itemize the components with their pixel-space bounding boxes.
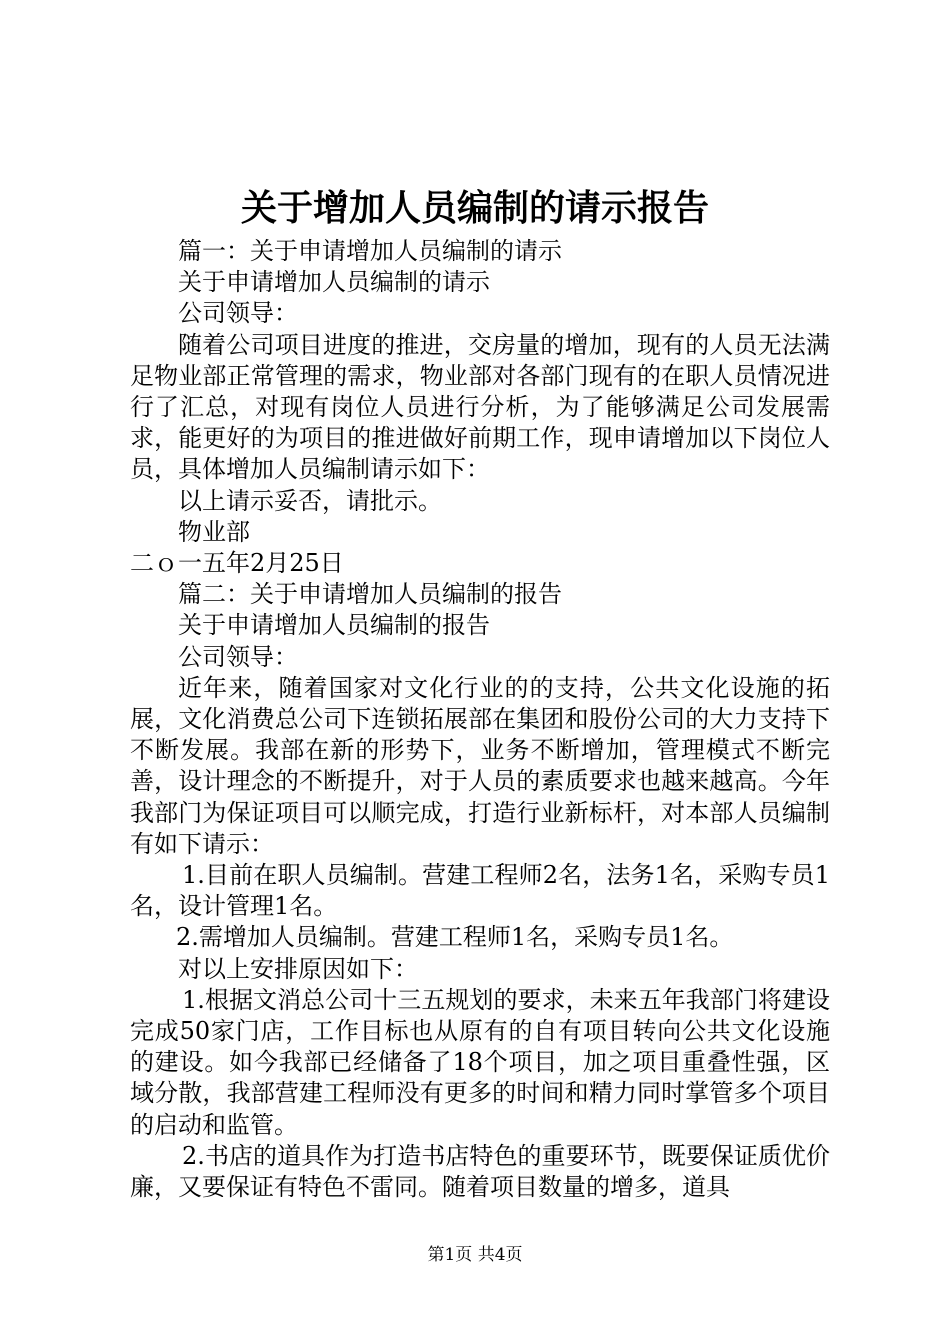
document-title: 关于增加人员编制的请示报告 xyxy=(240,187,709,229)
signature-date: 二ｏ一五年2月25日 xyxy=(130,549,344,578)
closing-request: 以上请示妥否，请批示。 xyxy=(178,486,442,515)
body-paragraph: 对以上安排原因如下： xyxy=(178,954,418,983)
document-body xyxy=(130,236,830,1203)
letter-title-2: 关于申请增加人员编制的报告 xyxy=(178,611,490,640)
salutation-1: 公司领导： xyxy=(178,299,298,328)
section-heading-1: 篇一：关于申请增加人员编制的请示 xyxy=(178,237,562,265)
section-heading-2: 篇二：关于申请增加人员编制的报告 xyxy=(178,580,562,609)
signature-department: 物业部 xyxy=(178,517,250,546)
list-item: 1.根据文消总公司十三五规划的要求，未来五年我部门将建设完成50家门店，工作目标也从原有的自有项目转向公共文化设施的建设。如今我部已经储备了18个项目，加之项目重叠性强，区域分散，我部营建工程师没有更多的时间和精力同时掌管多个项目的启动和监管。 xyxy=(130,985,830,1139)
body-paragraph: 近年来，随着国家对文化行业的的支持，公共文化设施的拓展，文化消费总公司下连锁拓展部在集团和股份公司的大力支持下不断发展。我部在新的形势下，业务不断增加，管理模式不断完善，设计理念的不断提升，对于人员的素质要求也越来越高。今年我部门为保证项目可以顺完成，打造行业新标杆，对本部人员编制有如下请示： xyxy=(130,673,830,858)
list-item: 2.书店的道具作为打造书店特色的重要环节，既要保证质优价廉，又要保证有特色不雷同。随着项目数量的增多，道具 xyxy=(130,1141,830,1202)
body-paragraph: 随着公司项目进度的推进，交房量的增加，现有的人员无法满足物业部正常管理的需求，物业部对各部门现有的在职人员情况进行了汇总，对现有岗位人员进行分析，为了能够满足公司发展需求，能更好的为项目的推进做好前期工作，现申请增加以下岗位人员，具体增加人员编制请示如下： xyxy=(130,330,830,484)
letter-title-1: 关于申请增加人员编制的请示 xyxy=(178,268,490,297)
list-item: 2.需增加人员编制。营建工程师1名，采购专员1名。 xyxy=(176,923,734,952)
page-footer: 第1页 共4页 xyxy=(427,1245,523,1265)
list-item: 1.目前在职人员编制。营建工程师2名，法务1名，采购专员1名，设计管理1名。 xyxy=(130,861,830,921)
salutation-2: 公司领导： xyxy=(178,642,298,671)
